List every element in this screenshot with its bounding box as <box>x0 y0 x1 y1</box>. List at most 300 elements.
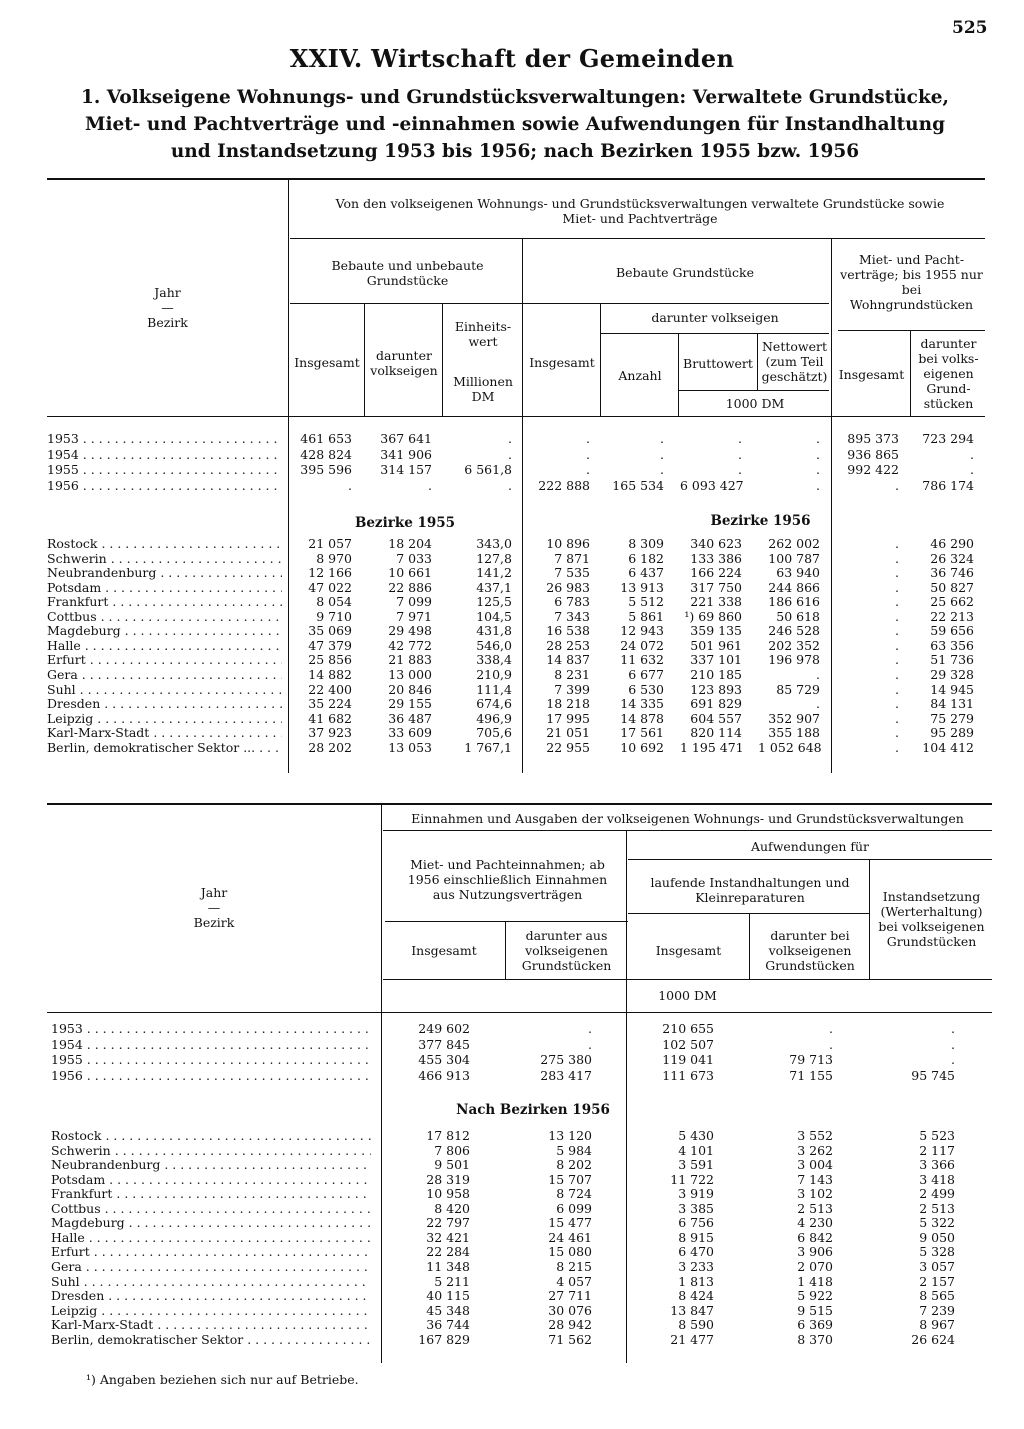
cell-value: 42 772 <box>388 637 432 653</box>
table-row <box>0 668 1024 683</box>
cell-value: 5 430 <box>678 1128 714 1143</box>
section-bezirke-1955: Bezirke 1955 <box>354 515 456 531</box>
cell-value: 1 767,1 <box>464 739 512 755</box>
cell-value: 27 711 <box>548 1288 592 1304</box>
row-label: Suhl <box>51 1274 80 1289</box>
cell-value: 15 080 <box>548 1244 592 1260</box>
cell-value: 8 915 <box>678 1229 714 1245</box>
cell-value: 127,8 <box>476 550 512 566</box>
row-label: Potsdam <box>47 580 102 595</box>
cell-value: 992 422 <box>847 462 899 477</box>
cell-value: 20 846 <box>388 681 432 697</box>
cell-value: . <box>508 446 512 462</box>
cell-value: 6 369 <box>797 1317 833 1333</box>
table-row <box>0 448 1024 463</box>
cell-value: 104 412 <box>922 739 974 755</box>
row-label-cell <box>51 1202 371 1217</box>
cell-value: 355 188 <box>768 725 820 741</box>
cell-value: 28 202 <box>308 739 352 755</box>
cell-value: 7 033 <box>396 550 432 566</box>
row-label-cell <box>47 581 282 596</box>
cell-value: 21 051 <box>546 725 590 741</box>
cell-value: 6 093 427 <box>680 477 744 493</box>
cell-value: 36 744 <box>426 1317 470 1333</box>
cell-value: 8 724 <box>556 1186 592 1202</box>
cell-value: . <box>816 696 820 712</box>
header-bebaute: Bebaute Grundstücke <box>615 264 754 280</box>
header-darunter-volkseigen: darunter volkseigen <box>651 309 779 325</box>
cell-value: 84 131 <box>930 696 974 712</box>
cell-value: ¹) 69 860 <box>684 608 742 624</box>
cell-value: 22 400 <box>308 681 352 697</box>
table-row <box>0 566 1024 581</box>
row-label: 1955 <box>51 1053 83 1067</box>
cell-value: 7 399 <box>554 681 590 697</box>
cell-value: 8 420 <box>434 1200 470 1216</box>
row-label: Dresden <box>51 1289 105 1304</box>
table-row <box>0 595 1024 610</box>
col-insgesamt: Insgesamt <box>294 354 360 370</box>
cell-value: 3 552 <box>797 1128 833 1143</box>
cell-value: 5 328 <box>919 1244 955 1260</box>
cell-value: . <box>895 637 899 653</box>
cell-value: 343,0 <box>476 536 512 551</box>
row-label-cell <box>47 552 282 567</box>
cell-value: 202 352 <box>768 637 820 653</box>
cell-value: 30 076 <box>548 1302 592 1318</box>
cell-value: 341 906 <box>380 446 432 462</box>
header-miet-pacht: Miet- und Pachtverträge; bis 1955 nur bei Wohngrundstücken <box>840 252 983 312</box>
table-row <box>0 1275 1024 1290</box>
row-label: Magdeburg <box>47 624 121 639</box>
cell-value: 395 596 <box>300 462 352 477</box>
cell-value: 1 052 648 <box>758 739 822 755</box>
cell-value: 2 513 <box>797 1200 833 1216</box>
cell-value: 283 417 <box>540 1067 592 1083</box>
cell-value: 501 961 <box>690 637 742 653</box>
top-header-2: Einnahmen und Ausgaben der volkseigenen Wohnungs- und Grundstücksverwaltungen <box>411 810 964 826</box>
table-row <box>0 741 1024 756</box>
cell-value: 14 882 <box>308 666 352 682</box>
row-label-cell <box>47 479 282 494</box>
cell-value: 8 215 <box>556 1258 592 1274</box>
cell-value: . <box>895 725 899 741</box>
cell-value: . <box>895 739 899 755</box>
row-label-cell <box>51 1173 371 1188</box>
cell-value: 26 624 <box>911 1331 955 1347</box>
cell-value: 71 155 <box>789 1067 833 1083</box>
cell-value: 8 967 <box>919 1317 955 1333</box>
cell-value: 13 000 <box>388 666 432 682</box>
table-row <box>0 581 1024 596</box>
row-label-cell <box>47 448 282 463</box>
cell-value: 210 655 <box>662 1021 714 1036</box>
row-label: Erfurt <box>47 653 86 668</box>
row-label: Schwerin <box>47 551 107 566</box>
cell-value: 28 319 <box>426 1171 470 1187</box>
cell-value: 936 865 <box>847 446 899 462</box>
cell-value: 820 114 <box>690 725 742 741</box>
col-insgesamt-miet: Insgesamt <box>838 366 905 382</box>
cell-value: 141,2 <box>476 565 512 581</box>
cell-value: . <box>895 681 899 697</box>
cell-value: 3 102 <box>797 1186 833 1202</box>
row-label: Berlin, demokratischer Sektor ... <box>47 740 256 755</box>
row-label: Halle <box>47 638 81 653</box>
cell-value: 25 662 <box>930 594 974 610</box>
cell-value: 352 907 <box>768 710 820 726</box>
table-row <box>0 1231 1024 1246</box>
cell-value: . <box>588 1021 592 1036</box>
row-label-cell <box>51 1304 371 1319</box>
cell-value: 125,5 <box>476 594 512 610</box>
cell-value: 196 978 <box>768 652 820 668</box>
row-label: Cottbus <box>51 1201 101 1216</box>
cell-value: 45 348 <box>426 1302 470 1318</box>
row-label-cell <box>51 1275 371 1290</box>
cell-value: . <box>970 462 974 477</box>
cell-value: 8 370 <box>797 1331 833 1347</box>
cell-value: 12 943 <box>620 623 664 639</box>
row-label-cell <box>51 1144 371 1159</box>
cell-value: 1 813 <box>678 1273 714 1289</box>
stub-header-jahr: Jahr <box>154 284 181 300</box>
row-label-cell <box>47 610 282 625</box>
header-laufende: laufende Instandhaltungen und Kleinreparaturen <box>650 875 850 905</box>
row-label: 1954 <box>47 447 79 462</box>
cell-value: 63 940 <box>776 565 820 581</box>
col-nettowert: Nettowert (zum Teil geschätzt) <box>761 338 828 384</box>
table-row <box>0 1202 1024 1217</box>
cell-value: 33 609 <box>388 725 432 741</box>
cell-value: 47 379 <box>308 637 352 653</box>
cell-value: 35 224 <box>308 696 352 712</box>
cell-value: 14 945 <box>930 681 974 697</box>
row-label: Frankfurt <box>51 1187 113 1202</box>
table-row <box>0 1333 1024 1348</box>
table-row <box>0 726 1024 741</box>
cell-value: 496,9 <box>476 710 512 726</box>
cell-value: 10 896 <box>546 536 590 551</box>
header-bebaute-unbebaute: Bebaute und unbebaute Grundstücke <box>331 258 484 288</box>
cell-value: 3 418 <box>919 1171 955 1187</box>
cell-value: . <box>816 666 820 682</box>
cell-value: . <box>951 1036 955 1052</box>
unit-1000dm: 1000 DM <box>725 395 785 411</box>
cell-value: 8 309 <box>628 536 664 551</box>
cell-value: 22 955 <box>546 739 590 755</box>
row-label-cell <box>51 1231 371 1246</box>
cell-value: 3 919 <box>678 1186 714 1202</box>
row-label: Erfurt <box>51 1245 90 1260</box>
cell-value: 6 561,8 <box>464 462 512 477</box>
row-label-cell <box>47 463 282 478</box>
row-label-cell <box>51 1245 371 1260</box>
cell-value: 35 069 <box>308 623 352 639</box>
col-insgesamt-einnahmen: Insgesamt <box>411 942 477 958</box>
cell-value: 51 736 <box>930 652 974 668</box>
row-label: 1955 <box>47 463 79 477</box>
cell-value: 249 602 <box>418 1021 470 1036</box>
cell-value: . <box>660 446 664 462</box>
cell-value: . <box>895 608 899 624</box>
row-label-cell <box>47 653 282 668</box>
cell-value: 9 501 <box>434 1157 470 1173</box>
row-label-cell <box>47 683 282 698</box>
cell-value: 6 470 <box>678 1244 714 1260</box>
stub-header-jahr: Jahr <box>200 884 228 900</box>
row-label: Gera <box>51 1259 82 1274</box>
cell-value: 428 824 <box>300 446 352 462</box>
table-row <box>0 1260 1024 1275</box>
cell-value: 262 002 <box>768 536 820 551</box>
cell-value: 123 893 <box>690 681 742 697</box>
row-label-cell <box>51 1318 371 1333</box>
stub-header-dash: — <box>207 899 221 915</box>
row-label-cell <box>51 1038 371 1053</box>
row-label-cell <box>51 1187 371 1202</box>
cell-value: 11 348 <box>426 1258 470 1274</box>
row-label-cell <box>51 1022 371 1037</box>
cell-value: . <box>895 565 899 581</box>
cell-value: 359 135 <box>690 623 742 639</box>
cell-value: 9 515 <box>797 1302 833 1318</box>
cell-value: 26 983 <box>546 579 590 595</box>
table-row <box>0 712 1024 727</box>
table-row <box>0 1289 1024 1304</box>
cell-value: 3 385 <box>678 1200 714 1216</box>
cell-value: 14 837 <box>546 652 590 668</box>
cell-value: . <box>970 446 974 462</box>
cell-value: 2 499 <box>919 1186 955 1202</box>
cell-value: 367 641 <box>380 431 432 446</box>
cell-value: 7 806 <box>434 1142 470 1158</box>
cell-value: 15 707 <box>548 1171 592 1187</box>
cell-value: 8 590 <box>678 1317 714 1333</box>
table-row <box>0 1216 1024 1231</box>
cell-value: 8 970 <box>316 550 352 566</box>
row-label-cell <box>47 639 282 654</box>
cell-value: 7 971 <box>396 608 432 624</box>
stub-header-2 <box>47 882 381 932</box>
cell-value: . <box>895 623 899 639</box>
row-label: Gera <box>47 667 78 682</box>
row-label: Halle <box>51 1230 85 1245</box>
cell-value: 59 656 <box>930 623 974 639</box>
cell-value: 314 157 <box>380 462 432 477</box>
cell-value: 10 661 <box>388 565 432 581</box>
cell-value: 895 373 <box>847 431 899 446</box>
row-label-cell <box>51 1333 371 1348</box>
cell-value: 8 231 <box>554 666 590 682</box>
cell-value: . <box>508 477 512 493</box>
cell-value: . <box>588 1036 592 1052</box>
col-einheitswert: Einheitswert <box>454 319 512 349</box>
col-insgesamt-aufwendungen: Insgesamt <box>655 942 722 958</box>
cell-value: 1 195 471 <box>680 739 744 755</box>
cell-value: . <box>895 579 899 595</box>
cell-value: 5 861 <box>628 608 664 624</box>
cell-value: 119 041 <box>662 1052 714 1067</box>
table-title <box>40 84 990 165</box>
cell-value: . <box>895 666 899 682</box>
cell-value: 186 616 <box>768 594 820 610</box>
cell-value: 1 418 <box>797 1273 833 1289</box>
cell-value: . <box>829 1021 833 1036</box>
cell-value: 5 322 <box>919 1215 955 1231</box>
cell-value: . <box>951 1021 955 1036</box>
cell-value: 18 204 <box>388 536 432 551</box>
table-row <box>0 683 1024 698</box>
cell-value: 36 487 <box>388 710 432 726</box>
cell-value: . <box>738 431 742 446</box>
cell-value: 437,1 <box>476 579 512 595</box>
cell-value: 246 528 <box>768 623 820 639</box>
row-label-cell <box>47 432 282 447</box>
row-label-cell <box>51 1053 371 1068</box>
cell-value: 6 677 <box>628 666 664 682</box>
cell-value: . <box>951 1052 955 1067</box>
cell-value: 2 070 <box>797 1258 833 1274</box>
table-row <box>0 639 1024 654</box>
row-label-cell <box>47 595 282 610</box>
row-label: 1953 <box>47 432 79 446</box>
cell-value: 9 710 <box>316 608 352 624</box>
footnote: ¹) Angaben beziehen sich nur auf Betriebe. <box>86 1372 359 1387</box>
cell-value: 210 185 <box>690 666 742 682</box>
section-nach-bezirken-1956: Nach Bezirken 1956 <box>456 1102 610 1118</box>
cell-value: 37 923 <box>308 725 352 741</box>
cell-value: . <box>660 462 664 477</box>
cell-value: 17 561 <box>620 725 664 741</box>
row-label: Suhl <box>47 682 76 697</box>
stub-header-bezirk: Bezirk <box>193 914 235 930</box>
stub-header-dash: — <box>161 299 174 315</box>
cell-value: . <box>586 462 590 477</box>
cell-value: 5 211 <box>434 1273 470 1289</box>
cell-value: 6 842 <box>797 1229 833 1245</box>
cell-value: 12 166 <box>308 565 352 581</box>
row-label-cell <box>47 537 282 552</box>
header-aufwendungen: Aufwendungen für <box>750 838 870 854</box>
col-einheitswert-unit: Millionen DM <box>453 374 513 404</box>
col-darunter-volkseigen: darunter volkseigen <box>370 348 438 378</box>
cell-value: 100 787 <box>768 550 820 566</box>
cell-value: 14 335 <box>620 696 664 712</box>
cell-value: 75 279 <box>930 710 974 726</box>
row-label: Magdeburg <box>51 1216 125 1231</box>
row-label-cell <box>51 1069 371 1084</box>
cell-value: 47 022 <box>308 579 352 595</box>
table-row <box>0 610 1024 625</box>
cell-value: 32 421 <box>426 1229 470 1245</box>
cell-value: 24 072 <box>620 637 664 653</box>
cell-value: 50 827 <box>930 579 974 595</box>
cell-value: 21 477 <box>670 1331 714 1347</box>
cell-value: 85 729 <box>776 681 820 697</box>
cell-value: 3 906 <box>797 1244 833 1260</box>
cell-value: 210,9 <box>476 666 512 682</box>
cell-value: . <box>348 477 352 493</box>
cell-value: 63 356 <box>930 637 974 653</box>
cell-value: 104,5 <box>476 608 512 624</box>
table-row <box>0 552 1024 567</box>
cell-value: 22 886 <box>388 579 432 595</box>
cell-value: 167 829 <box>418 1331 470 1347</box>
cell-value: 13 053 <box>388 739 432 755</box>
cell-value: 6 756 <box>678 1215 714 1231</box>
cell-value: 7 239 <box>919 1302 955 1318</box>
row-label: Neubrandenburg <box>47 566 157 581</box>
cell-value: 29 498 <box>388 623 432 639</box>
cell-value: . <box>816 446 820 462</box>
cell-value: 3 004 <box>797 1157 833 1173</box>
cell-value: 11 632 <box>620 652 664 668</box>
cell-value: 22 213 <box>930 608 974 624</box>
cell-value: 6 182 <box>628 550 664 566</box>
table-row <box>0 1069 1024 1084</box>
cell-value: 6 437 <box>628 565 664 581</box>
row-label: Karl-Marx-Stadt <box>51 1318 154 1333</box>
row-label: Berlin, demokratischer Sektor <box>51 1332 244 1347</box>
cell-value: 22 797 <box>426 1215 470 1231</box>
page-number: 525 <box>952 18 988 38</box>
cell-value: . <box>816 477 820 493</box>
row-label-cell <box>47 624 282 639</box>
cell-value: . <box>829 1036 833 1052</box>
cell-value: 340 623 <box>690 536 742 551</box>
cell-value: . <box>816 431 820 446</box>
cell-value: 13 120 <box>548 1128 592 1143</box>
cell-value: 6 783 <box>554 594 590 610</box>
cell-value: . <box>895 696 899 712</box>
cell-value: 111,4 <box>476 681 512 697</box>
cell-value: 46 290 <box>930 536 974 551</box>
cell-value: 29 328 <box>930 666 974 682</box>
cell-value: 7 871 <box>554 550 590 566</box>
cell-value: . <box>895 652 899 668</box>
row-label: Leipzig <box>47 711 94 726</box>
cell-value: . <box>895 550 899 566</box>
cell-value: 17 995 <box>546 710 590 726</box>
table-row <box>0 1053 1024 1068</box>
table-row <box>0 1318 1024 1333</box>
cell-value: . <box>738 462 742 477</box>
cell-value: . <box>508 431 512 446</box>
cell-value: 317 750 <box>690 579 742 595</box>
table-title-line: 1. Volkseigene Wohnungs- und Grundstücksverwaltungen: Verwaltete Grundstücke, <box>81 87 949 108</box>
cell-value: 24 461 <box>548 1229 592 1245</box>
table-row <box>0 1187 1024 1202</box>
table-row <box>0 1173 1024 1188</box>
row-label: Karl-Marx-Stadt <box>47 726 150 741</box>
col-bruttowert: Bruttowert <box>683 355 753 371</box>
row-label-cell <box>51 1289 371 1304</box>
cell-value: 377 845 <box>418 1036 470 1052</box>
row-label: 1956 <box>47 478 79 493</box>
cell-value: 338,4 <box>476 652 512 668</box>
cell-value: 3 262 <box>797 1142 833 1158</box>
cell-value: . <box>586 446 590 462</box>
cell-value: 546,0 <box>476 637 512 653</box>
cell-value: 455 304 <box>418 1052 470 1067</box>
cell-value: 7 143 <box>797 1171 833 1187</box>
cell-value: 8 424 <box>678 1288 714 1304</box>
cell-value: 102 507 <box>662 1036 714 1052</box>
cell-value: 4 057 <box>556 1273 592 1289</box>
table-row <box>0 653 1024 668</box>
col-instandsetzung: Instandsetzung (Werterhaltung) bei volkseigenen Grundstücken <box>878 889 985 949</box>
